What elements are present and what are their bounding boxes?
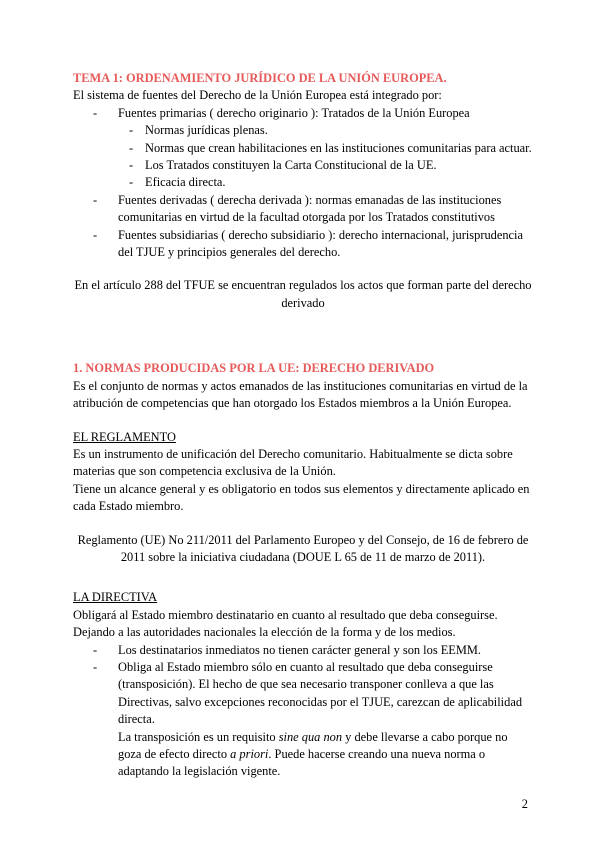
list-item: - Eficacia directa. bbox=[73, 174, 533, 191]
reglamento-example: Reglamento (UE) No 211/2011 del Parlamento Europeo y del Consejo, de 16 de febrero de 2011 sobre la iniciativa ciudadana (DOUE L 65 de 11 de marzo de 2011). bbox=[77, 532, 529, 564]
source-derived-text: Fuentes derivadas ( derecha derivada ): normas emanadas de las instituciones comunitarias en virtud de la facultad otorgada por los Tratados constitutivos bbox=[118, 192, 502, 225]
reglamento-paragraph-2: Tiene un alcance general y es obligatorio en todos sus elementos y directamente aplicado en cada Estado miembro. bbox=[73, 481, 530, 514]
reglamento-heading: EL REGLAMENTO bbox=[73, 429, 176, 444]
cont-text-a: La transposición es un requisito bbox=[118, 729, 279, 744]
directiva-paragraph-1: Obligará al Estado miembro destinatario en cuanto al resultado que deba conseguirse. bbox=[73, 607, 498, 622]
cont-italic-a-priori: a priori bbox=[230, 747, 269, 761]
directiva-list bbox=[73, 642, 533, 781]
directiva-item2-text: Obliga al Estado miembro sólo en cuanto al resultado que deba conseguirse (transposición). El hecho de que sea necesario transponer conlleva a que las Directivas, salvo excepciones reconocidas por el TJUE, carezcan de aplicabilidad directa. bbox=[118, 659, 523, 727]
article-288-note: En el artículo 288 del TFUE se encuentran regulados los actos que forman parte del derecho derivado bbox=[74, 278, 532, 310]
list-item bbox=[73, 105, 533, 192]
cont-italic-sine-qua-non: sine qua non bbox=[278, 729, 343, 744]
list-item: - Los Tratados constituyen la Carta Constitucional de la UE. bbox=[73, 157, 533, 174]
list-item bbox=[73, 659, 533, 781]
reglamento-paragraph-1: Es un instrumento de unificación del Derecho comunitario. Habitualmente se dicta sobre materias que son competencia exclusiva de la Unión. bbox=[73, 446, 513, 479]
directiva-item2-continuation bbox=[118, 729, 533, 781]
cont-text-b: y debe llevarse a cabo porque no goza de efecto directo bbox=[118, 729, 508, 761]
list-item: - Normas que crean habilitaciones en las instituciones comunitarias para actuar. bbox=[73, 140, 533, 157]
section1-intro: Es el conjunto de normas y actos emanados de las instituciones comunitarias en virtud de la atribución de competencias que han otorgado los Estados miembros a la Unión Europea. bbox=[73, 378, 528, 411]
source-subsidiary-text: Fuentes subsidiarias ( derecho subsidiario ): derecho internacional, jurisprudencia del TJUE y principios generales del derecho. bbox=[118, 227, 523, 260]
tema-title: TEMA 1: ORDENAMIENTO JURÍDICO DE LA UNIÓN EUROPEA. bbox=[73, 71, 447, 85]
tema-intro: El sistema de fuentes del Derecho de la Unión Europea está integrado por: bbox=[73, 88, 442, 103]
cont-text-c: . Puede hacerse creando una nueva norma o adaptando la legislación vigente. bbox=[118, 747, 486, 779]
page-number: 2 bbox=[521, 797, 528, 811]
section1-title: 1. NORMAS PRODUCIDAS POR LA UE: DERECHO DERIVADO bbox=[73, 361, 435, 376]
list-item bbox=[73, 227, 533, 262]
directiva-paragraph-2: Dejando a las autoridades nacionales la elección de la forma y de los medios. bbox=[73, 625, 456, 640]
list-item bbox=[73, 192, 533, 227]
list-item: - Normas jurídicas plenas. bbox=[73, 122, 533, 139]
source-primary-text: Fuentes primarias ( derecho originario ): Tratados de la Unión Europea bbox=[118, 105, 470, 120]
tema-sources-list bbox=[73, 105, 533, 262]
primary-sub-list bbox=[73, 122, 533, 192]
list-item: - Los destinatarios inmediatos no tienen carácter general y son los EEMM. bbox=[73, 642, 533, 659]
document-page bbox=[73, 70, 533, 781]
directiva-heading: LA DIRECTIVA bbox=[73, 590, 158, 605]
